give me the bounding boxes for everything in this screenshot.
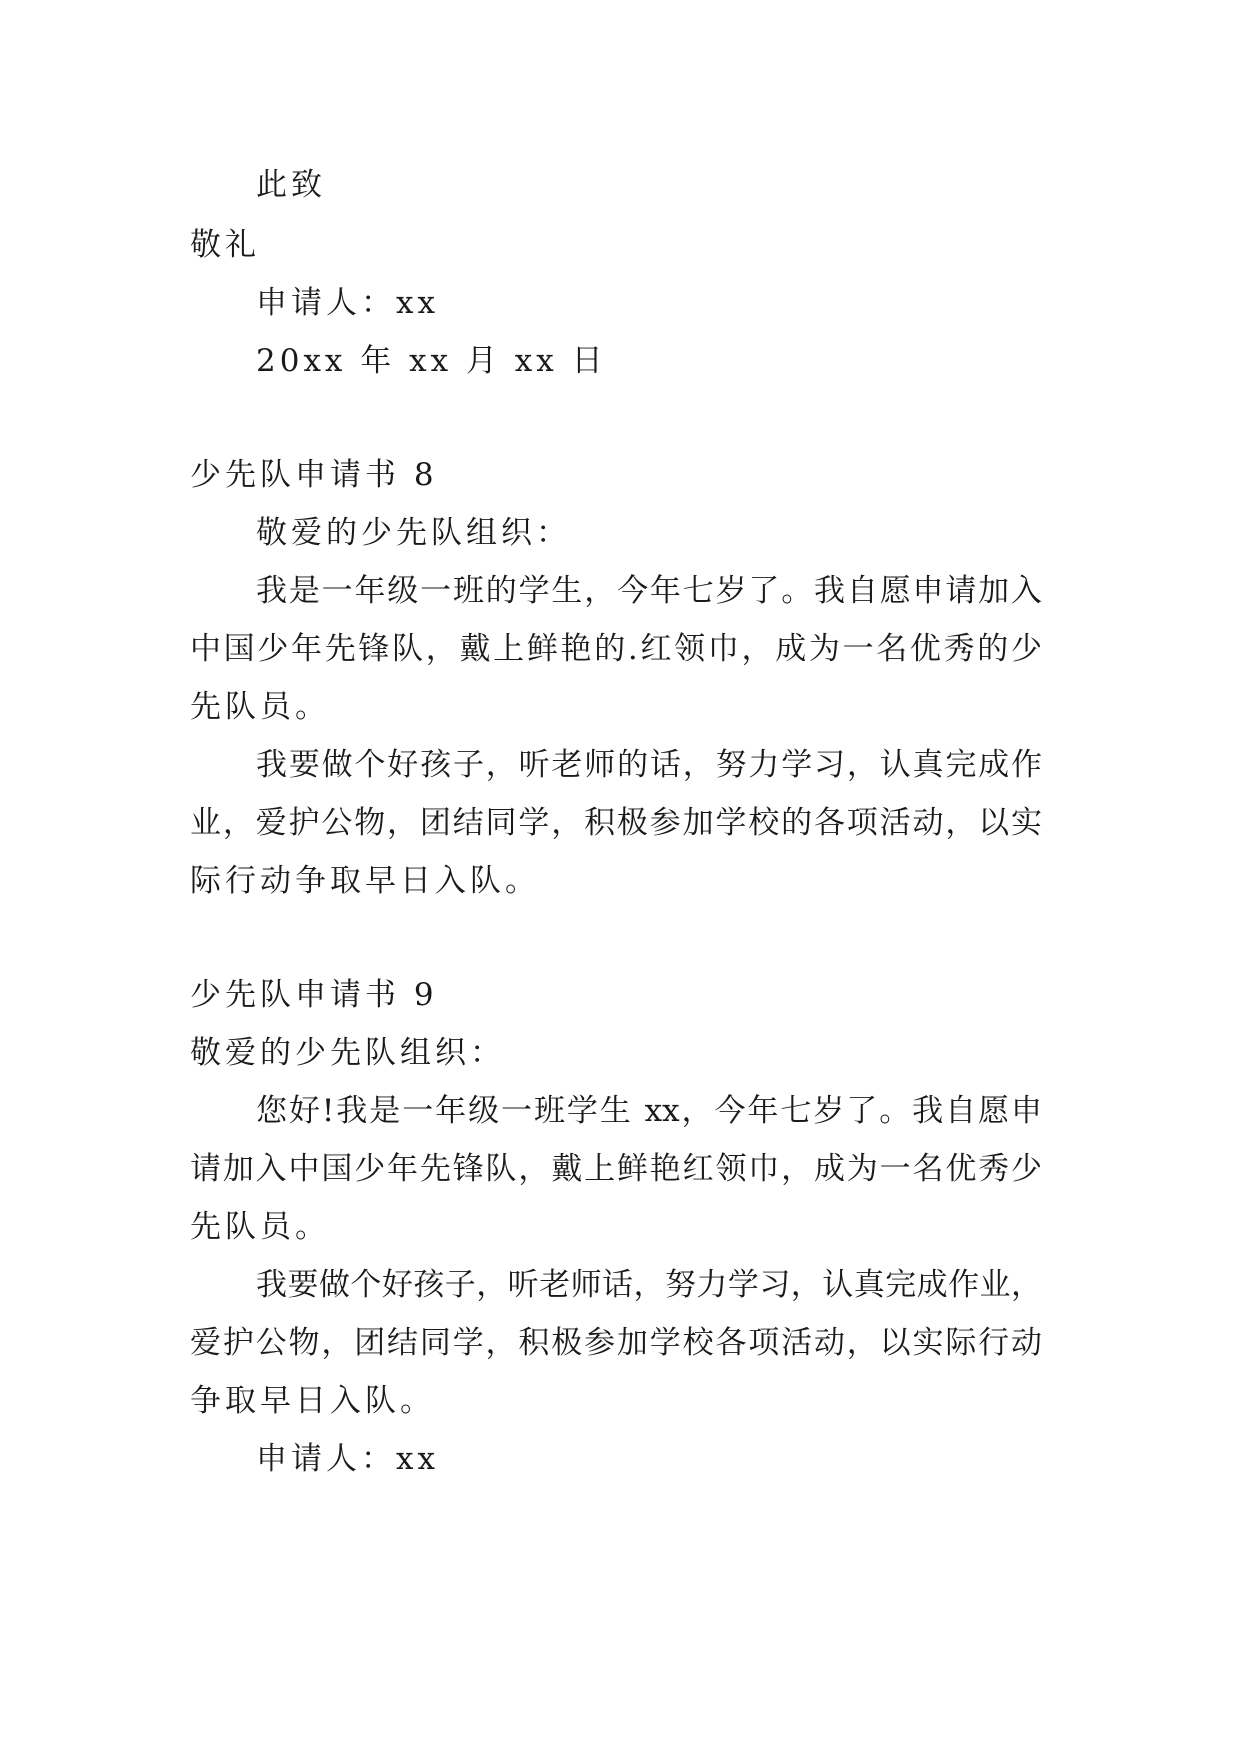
paragraph-8-1-line-3: 先队员。 <box>190 689 330 725</box>
paragraph-9-2-line-1: 我要做个好孩子，听老师话，努力学习，认真完成作业， <box>256 1267 1042 1303</box>
applicant-signature-9: 申请人：xx <box>256 1441 439 1477</box>
paragraph-9-1-line-1: 您好!我是一年级一班学生 xx，今年七岁了。我自愿申 <box>256 1093 1042 1129</box>
salutation-9: 敬爱的少先队组织： <box>190 1035 505 1071</box>
section-title-8: 少先队申请书 8 <box>190 457 438 493</box>
closing-greeting: 此致 <box>256 167 326 203</box>
paragraph-8-1-line-2: 中国少年先锋队，戴上鲜艳的.红领巾，成为一名优秀的少 <box>190 631 1042 667</box>
applicant-signature: 申请人：xx <box>256 285 439 321</box>
paragraph-8-2-line-1: 我要做个好孩子，听老师的话，努力学习，认真完成作 <box>256 747 1042 783</box>
closing-salute: 敬礼 <box>190 227 260 263</box>
section-title-9: 少先队申请书 9 <box>190 977 438 1013</box>
paragraph-8-1-line-1: 我是一年级一班的学生，今年七岁了。我自愿申请加入 <box>256 573 1042 609</box>
paragraph-8-2-line-2: 业，爱护公物，团结同学，积极参加学校的各项活动，以实 <box>190 805 1042 841</box>
application-date: 20xx 年 xx 月 xx 日 <box>256 343 607 379</box>
paragraph-8-2-line-3: 际行动争取早日入队。 <box>190 863 540 899</box>
paragraph-9-1-line-2: 请加入中国少年先锋队，戴上鲜艳红领巾，成为一名优秀少 <box>190 1151 1042 1187</box>
paragraph-9-2-line-3: 争取早日入队。 <box>190 1383 435 1419</box>
salutation-8: 敬爱的少先队组织： <box>256 515 571 551</box>
paragraph-9-1-line-3: 先队员。 <box>190 1209 330 1245</box>
paragraph-9-2-line-2: 爱护公物，团结同学，积极参加学校各项活动，以实际行动 <box>190 1325 1042 1361</box>
